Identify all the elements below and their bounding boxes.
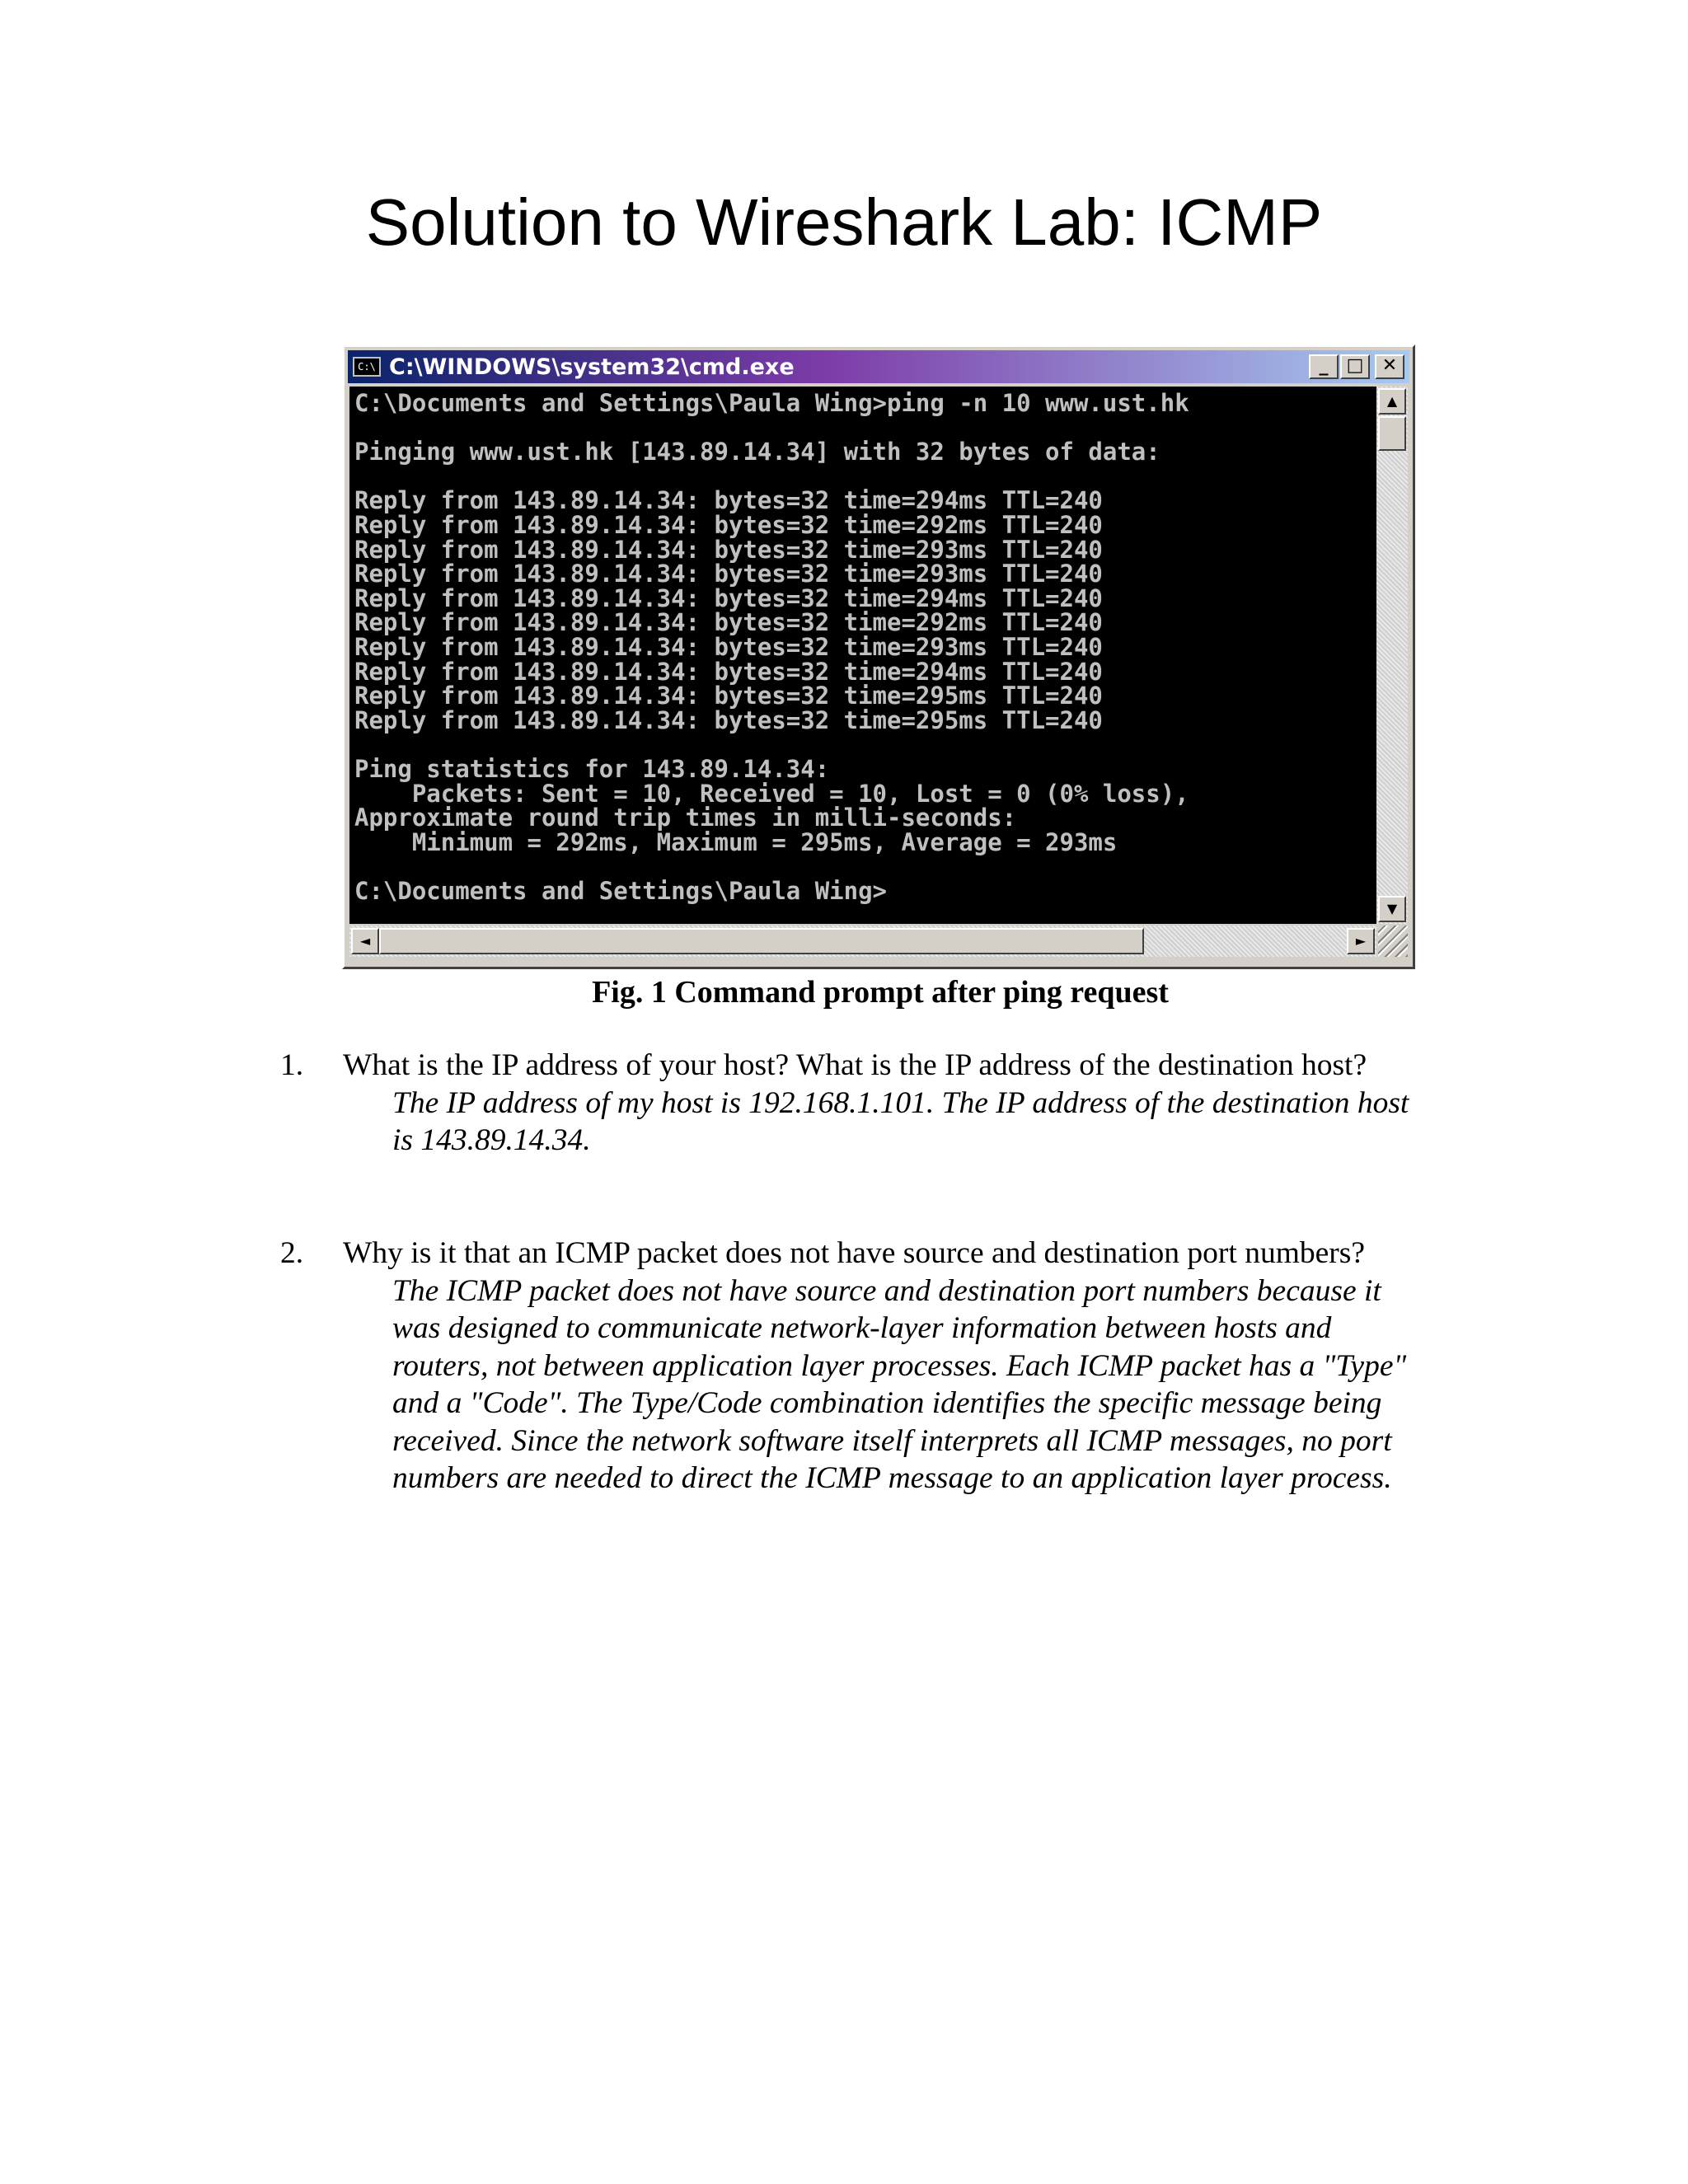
scroll-down-icon[interactable]: ▼ xyxy=(1378,896,1406,922)
window-controls xyxy=(1309,354,1404,379)
vertical-scroll-thumb[interactable] xyxy=(1378,416,1406,451)
question-number: 1. xyxy=(280,1048,304,1082)
question-item xyxy=(280,1047,1434,1160)
close-button[interactable]: ✕ xyxy=(1375,354,1404,379)
question-text: What is the IP address of your host? What is the IP address of the destination host? xyxy=(343,1048,1367,1082)
answer-text: The ICMP packet does not have source and destination port numbers because it was designed to communicate network-layer information between hosts and routers, not between application layer processes. Each ICMP packet has a "Type" and a "Code". The Type/Code combination identifies the specific message being received. Since the network software itself interprets all ICMP messages, no port numbers are needed to direct the ICMP message to an application layer process. xyxy=(392,1273,1407,1495)
cmd-titlebar[interactable] xyxy=(348,350,1409,383)
cmd-window xyxy=(342,344,1415,969)
maximize-button[interactable]: □ xyxy=(1340,354,1370,379)
question-item xyxy=(280,1235,1434,1497)
console-output[interactable] xyxy=(349,387,1376,924)
resize-grip-icon[interactable] xyxy=(1378,926,1408,957)
horizontal-scroll-thumb[interactable] xyxy=(379,928,1144,954)
minimize-button[interactable]: _ xyxy=(1309,354,1339,379)
window-title: C:\WINDOWS\system32\cmd.exe xyxy=(389,354,795,380)
console-text: C:\Documents and Settings\Paula Wing>ping -n 10 www.ust.hk Pinging www.ust.hk [143.89.14.34] with 32 bytes of data: Reply from 143.89.14.34: bytes=32 time=294ms TTL=240 Reply from 143.89.14.34: bytes=32 time=292ms TTL=240 Reply from 143.89.14.34: bytes=32 time=293ms TTL=240 Reply from 143.89.14.34: bytes=32 time=293ms TTL=240 Reply from 143.89.14.34: bytes=32 time=294ms TTL=240 Reply from 143.89.14.34: bytes=32 time=292ms TTL=240 Reply from 143.89.14.34: bytes=32 time=293ms TTL=240 Reply from 143.89.14.34: bytes=32 time=294ms TTL=240 Reply from 143.89.14.34: bytes=32 time=295ms TTL=240 Reply from 143.89.14.34: bytes=32 time=295ms TTL=240 Ping statistics for 143.89.14.34: Packets: Sent = 10, Received = 10, Lost = 0 (0% loss), Approximate round trip times in milli-seconds: Minimum = 292ms, Maximum = 295ms, Average = 293ms C:\Documents and Settings\Paula Wing> xyxy=(354,389,1189,905)
cmd-system-icon[interactable]: C:\ xyxy=(353,357,381,377)
vertical-scrollbar[interactable] xyxy=(1376,387,1408,924)
answer-text: The IP address of my host is 192.168.1.101. The IP address of the destination host is 143.89.14.34. xyxy=(392,1085,1409,1157)
horizontal-scrollbar[interactable] xyxy=(349,926,1376,957)
scroll-right-icon[interactable]: ► xyxy=(1347,928,1375,954)
figure-caption: Fig. 1 Command prompt after ping request xyxy=(592,975,1169,1010)
page-title: Solution to Wireshark Lab: ICMP xyxy=(365,185,1323,259)
scroll-up-icon[interactable]: ▲ xyxy=(1378,388,1406,415)
question-text: Why is it that an ICMP packet does not have source and destination port numbers? xyxy=(343,1236,1365,1270)
scroll-left-icon[interactable]: ◄ xyxy=(351,928,379,954)
question-number: 2. xyxy=(280,1236,304,1270)
